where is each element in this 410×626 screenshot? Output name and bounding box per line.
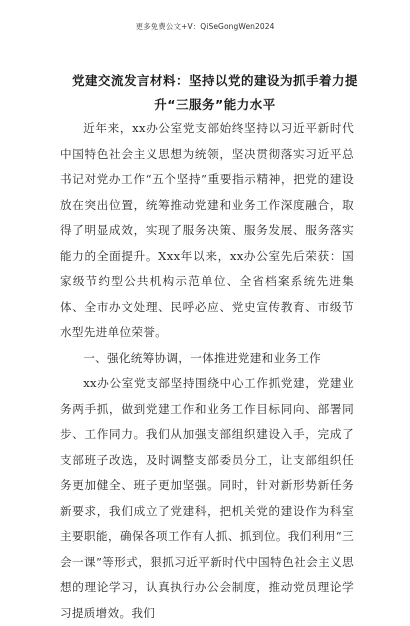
watermark-text: 更多免费公文+V：QiSeGongWen2024 bbox=[135, 22, 275, 31]
document-body bbox=[60, 116, 354, 626]
document-title: 党建交流发言材料：坚持以党的建设为抓手着力提升“三服务”能力水平 bbox=[71, 73, 358, 112]
paragraph-intro: 近年来，xx办公室党支部始终坚持以习近平新时代中国特色社会主义思想为统领，坚决贯彻落实习近平总书记对党办工作“五个坚持”重要指示精神，把党的建设放在突出位置，统筹推动党建和业务工作深度融合，取得了明显成效，实现了服务决策、服务发展、服务落实能力的全面提升。Xxx年以来，xx办公室先后荣获：国家级节约型公共机构示范单位、全省档案系统先进集体、全市办文处理、民呼必应、党史宣传教育、市级节水型先进单位荣誉。 bbox=[60, 121, 354, 339]
section-heading-1: 一、强化统筹协调，一体推进党建和业务工作 bbox=[83, 350, 322, 365]
paragraph-section-1: xx办公室党支部坚持围绕中心工作抓党建，党建业务两手抓，做到党建工作和业务工作目标同向、部署同步、工作同力。我们从加强支部组织建设入手，完成了支部班子改选，及时调整支部委员分工，让支部组织任务更加健全、班子更加坚强。同时，针对新形势新任务新要求，我们成立了党建科，把机关党的建设作为科室主要职能，确保各项工作有人抓、抓到位。我们利用“三会一课”等形式，狠抓习近平新时代中国特色社会主义思想的理论学习，认真执行办公会制度，推动党员理论学习提质增效。我们 bbox=[60, 376, 354, 620]
